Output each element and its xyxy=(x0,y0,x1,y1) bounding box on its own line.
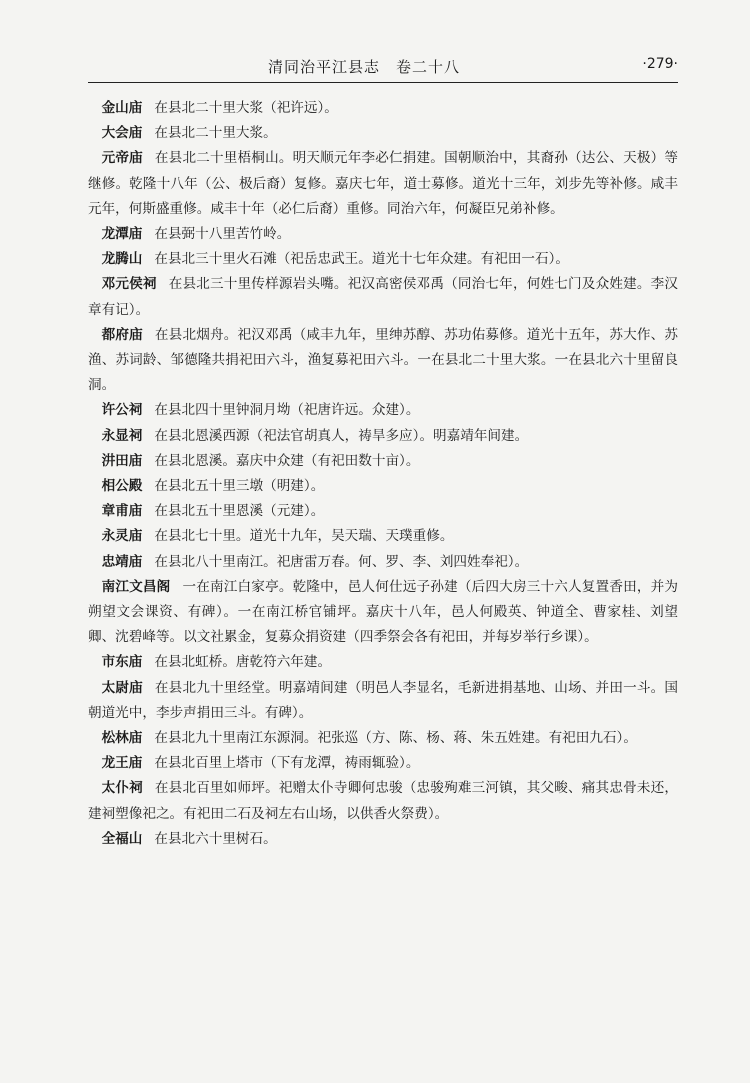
entry-text: 在县北恩溪。嘉庆中众建（有祀田数十亩）。 xyxy=(154,452,420,469)
entry-name: 汫田庙 xyxy=(101,452,143,469)
entry xyxy=(88,726,678,751)
entry-name: 松林庙 xyxy=(101,730,143,747)
entry-text: 在县北恩溪西源（祀法官胡真人，祷旱多应）。明嘉靖年间建。 xyxy=(154,427,529,444)
entry-name: 市东庙 xyxy=(101,654,143,671)
entry-name: 南江文昌阁 xyxy=(101,578,171,595)
entries-body xyxy=(88,96,678,852)
entry-text: 在县北二十里梧桐山。明天顺元年李必仁捐建。国朝顺治中，其裔孙（达公、天极）等继修。乾隆十八年（公、极后裔）复修。嘉庆七年，道士募修。道光十三年，刘步先等补修。咸丰元年，何斯盛重修。咸丰十年（必仁后裔）重修。同治六年，何凝臣兄弟补修。 xyxy=(88,150,678,217)
entry-name: 龙王庙 xyxy=(101,755,143,772)
entry-name: 忠靖庙 xyxy=(101,553,143,570)
entry xyxy=(88,424,678,449)
entry-name: 全福山 xyxy=(101,830,143,847)
entry-name: 龙潭庙 xyxy=(101,226,143,243)
entry-text: 在县北二十里大浆。 xyxy=(154,125,277,142)
entry xyxy=(88,650,678,675)
entry xyxy=(88,550,678,575)
entry xyxy=(88,751,678,776)
entry-name: 太尉庙 xyxy=(101,679,143,696)
entry xyxy=(88,323,678,399)
entry xyxy=(88,776,678,826)
book-title: 清同治平江县志 卷二十八 xyxy=(268,58,461,76)
entry xyxy=(88,676,678,726)
entry-text: 在县北七十里。道光十九年，吴天瑞、天璞重修。 xyxy=(154,528,454,545)
page-number: ·279· xyxy=(642,56,678,72)
entry-name: 太仆祠 xyxy=(101,780,143,797)
header-rule xyxy=(88,82,678,83)
entry xyxy=(88,524,678,549)
entry xyxy=(88,121,678,146)
entry-text: 在县北百里如师坪。祀赠太仆寺卿何忠骏（忠骏殉难三河镇，其父畯、痛其忠骨未还，建祠塑像祀之。有祀田二石及祠左右山场，以供香火祭费）。 xyxy=(88,780,678,822)
entry-name: 邓元侯祠 xyxy=(101,276,157,293)
entry-text: 在县北四十里钟洞月坳（祀唐许远。众建）。 xyxy=(154,402,420,419)
entry-name: 章甫庙 xyxy=(101,503,143,520)
entry-name: 金山庙 xyxy=(101,100,143,116)
entry-text: 在县北二十里大浆（祀许远）。 xyxy=(154,100,338,116)
entry xyxy=(88,247,678,272)
entry-name: 龙腾山 xyxy=(101,251,143,268)
entry xyxy=(88,474,678,499)
entry-text: 在县北百里上塔市（下有龙潭，祷雨辄验）。 xyxy=(154,755,420,772)
entry-text: 在县北三十里火石滩（祀岳忠武王。道光十七年众建。有祀田一石）。 xyxy=(154,251,569,268)
entry-name: 永显祠 xyxy=(101,427,143,444)
entry-text: 在县弼十八里苦竹岭。 xyxy=(154,226,291,243)
entry-text: 在县北六十里树石。 xyxy=(154,830,277,847)
entry-text: 在县北九十里南江东源洞。祀张巡（方、陈、杨、蒋、朱五姓建。有祀田九石）。 xyxy=(154,730,637,747)
entry-name: 元帝庙 xyxy=(101,150,143,167)
entry xyxy=(88,575,678,651)
running-header xyxy=(88,56,678,82)
entry xyxy=(88,827,678,852)
entry-name: 都府庙 xyxy=(101,326,143,343)
entry xyxy=(88,272,678,322)
entry xyxy=(88,398,678,423)
entry-name: 大会庙 xyxy=(101,125,143,142)
entry-name: 相公殿 xyxy=(101,478,143,495)
entry xyxy=(88,222,678,247)
entry-text: 在县北虹桥。唐乾符六年建。 xyxy=(154,654,332,671)
entry-text: 在县北八十里南江。祀唐雷万春。何、罗、李、刘四姓奉祀）。 xyxy=(154,553,529,570)
entry-text: 在县北三十里传样源岩头嘴。祀汉高密侯邓禹（同治七年，何姓七门及众姓建。李汉章有记）。 xyxy=(88,276,679,318)
entry-name: 永灵庙 xyxy=(101,528,143,545)
entry xyxy=(88,96,678,121)
entry-text: 在县北五十里三墩（明建）。 xyxy=(154,478,325,495)
entry-text: 在县北五十里恩溪（元建）。 xyxy=(154,503,325,520)
entry-text: 在县北烟舟。祀汉邓禹（咸丰九年，里绅苏醇、苏功佑募修。道光十五年，苏大作、苏渔、苏词龄、邹德隆共捐祀田六斗，渔复募祀田六斗。一在县北二十里大浆。一在县北六十里留良洞。 xyxy=(88,326,678,394)
entry-text: 一在南江白家亭。乾隆中，邑人何仕远子孙建（后四大房三十六人复置香田，并为朔望文会课资、有碑）。一在南江桥官铺坪。嘉庆十八年，邑人何殿英、钟道全、曹家桂、刘望卿、沈碧峰等。以文社累金，复募众捐资建（四季祭会各有祀田，并每岁举行乡课）。 xyxy=(88,578,679,646)
entry-name: 许公祠 xyxy=(101,402,143,419)
entry xyxy=(88,449,678,474)
entry-text: 在县北九十里经堂。明嘉靖间建（明邑人李显名，毛新进捐基地、山场、并田一斗。国朝道光中，李步声捐田三斗。有碑）。 xyxy=(88,679,678,721)
entry xyxy=(88,499,678,524)
entry xyxy=(88,146,678,222)
